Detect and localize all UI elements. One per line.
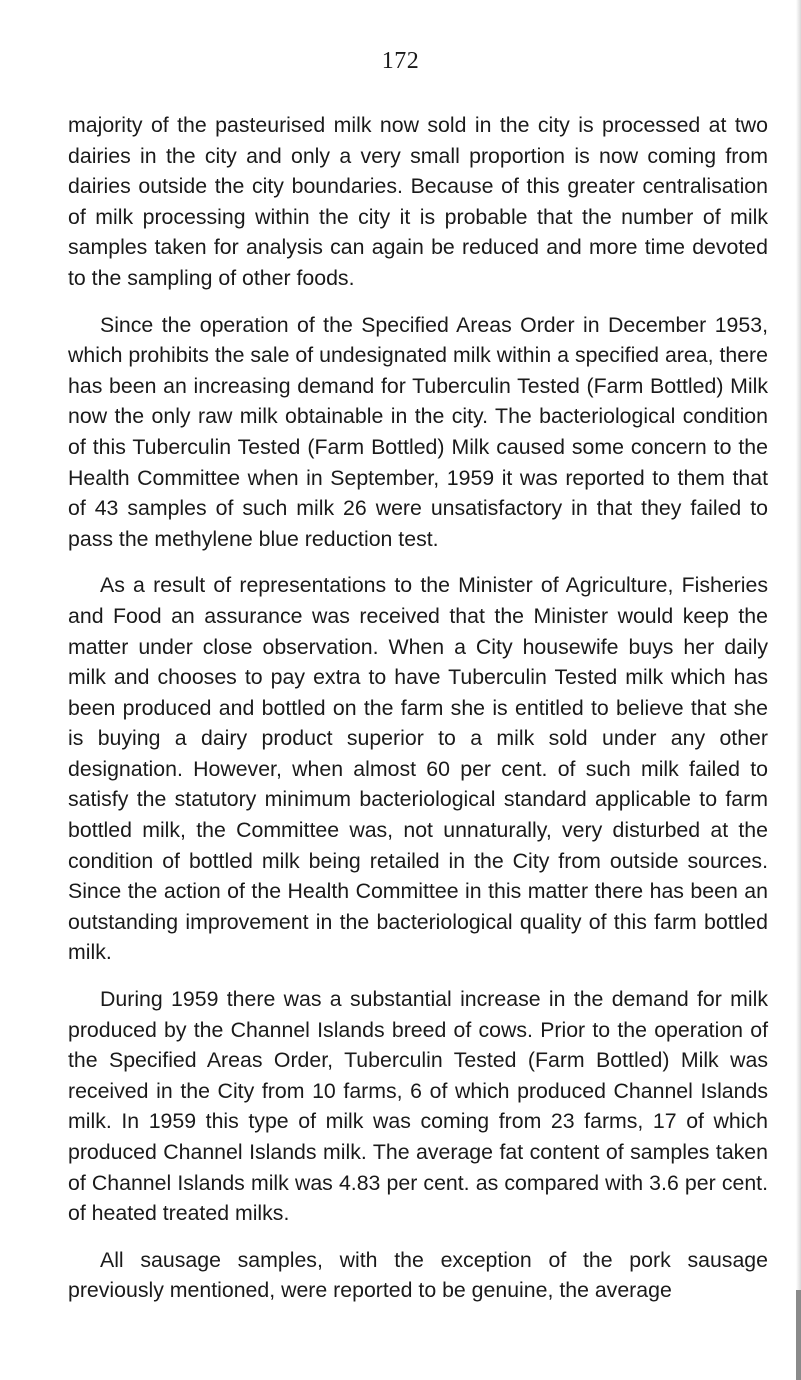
paragraph-1: majority of the pasteurised milk now sold in the city is processed at two dairies in the city and only a very small proportion is now coming from dairies outside the city boundaries. Because of this greater centralisation of milk processing within the city it is probable that the number of milk samples taken for analysis can again be reduced and more time devoted to the sampling of other foods. (68, 113, 768, 290)
paragraph-2: Since the operation of the Specified Areas Order in December 1953, which prohibits the sale of undesignated milk within a specified area, there has been an increasing demand for Tuberculin Tested (Farm Bottled) Milk now the only raw milk obtainable in the city. The bacteriological condition of this Tuberculin Tested (Farm Bottled) Milk caused some concern to the Health Committee when in September, 1959 it was reported to them that of 43 samples of such milk 26 were unsatisfactory in that they failed to pass the methylene blue reduction test. (68, 312, 768, 551)
page-edge-shadow (796, 0, 801, 1380)
paragraph-5: All sausage samples, with the exception of the pork sausage previously mentioned, were reported to be genuine, the average (68, 1247, 768, 1303)
body-text (68, 110, 768, 1322)
page-number: 172 (381, 48, 420, 74)
paragraph-3: As a result of representations to the Minister of Agriculture, Fisheries and Food an assurance was received that the Minister would keep the matter under close observation. When a City housewife buys her daily milk and chooses to pay extra to have Tuberculin Tested milk which has been produced and bottled on the farm she is entitled to believe that she is buying a dairy product superior to a milk sold under any other designation. However, when almost 60 per cent. of such milk failed to satisfy the statutory minimum bacteriological standard applicable to farm bottled milk, the Committee was, not unnaturally, very disturbed at the condition of bottled milk being retailed in the City from outside sources. Since the action of the Health Committee in this matter there has been an outstanding improvement in the bacteriological quality of this farm bottled milk. (68, 573, 768, 965)
page-edge-dark-corner (796, 1290, 801, 1380)
paragraph-4: During 1959 there was a substantial increase in the demand for milk produced by the Channel Islands breed of cows. Prior to the operation of the Specified Areas Order, Tuberculin Tested (Farm Bottled) Milk was received in the City from 10 farms, 6 of which produced Channel Islands milk. In 1959 this type of milk was coming from 23 farms, 17 of which produced Channel Islands milk. The average fat content of samples taken of Channel Islands milk was 4.83 per cent. as compared with 3.6 per cent. of heated treated milks. (68, 987, 768, 1226)
